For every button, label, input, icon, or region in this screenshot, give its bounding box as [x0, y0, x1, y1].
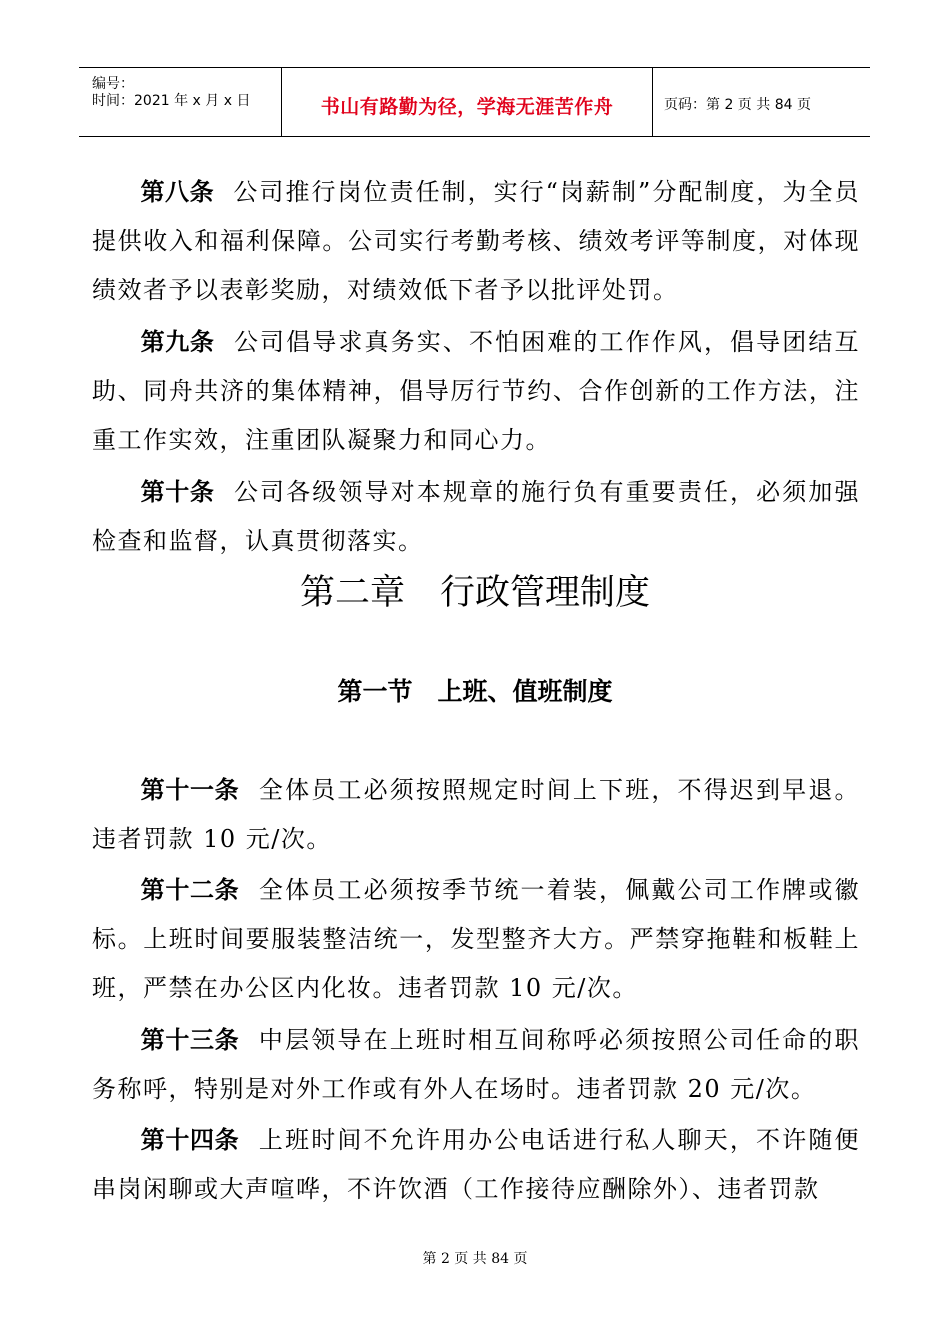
article-text: 全体员工必须按季节统一着装，佩戴公司工作牌或徽标。上班时间要服装整洁统一，发型整齐大方。严禁穿拖鞋和板鞋上班，严禁在办公区内化妆。违者罚款 10 元/次。	[92, 876, 861, 1002]
article-9	[92, 318, 860, 465]
page-header	[79, 67, 870, 137]
header-motto-cell	[282, 68, 653, 136]
article-text: 全体员工必须按照规定时间上下班，不得迟到早退。违者罚款 10 元/次。	[92, 776, 861, 853]
article-11	[92, 766, 860, 864]
article-12	[92, 866, 860, 1013]
header-meta-cell	[79, 68, 282, 136]
article-text: 中层领导在上班时相互间称呼必须按照公司任命的职务称呼，特别是对外工作或有外人在场时。违者罚款 20 元/次。	[92, 1026, 861, 1103]
section-title: 第一节 上班、值班制度	[337, 677, 613, 706]
article-8	[92, 168, 860, 315]
article-13	[92, 1016, 860, 1114]
article-text: 公司各级领导对本规章的施行负有重要责任，必须加强检查和监督，认真贯彻落实。	[92, 478, 861, 555]
header-page-info: 页码：第 2 页 共 84 页	[664, 97, 811, 113]
article-label: 第十三条	[140, 1026, 240, 1054]
article-label: 第十二条	[140, 876, 240, 904]
document-number-label: 编号：	[92, 76, 134, 92]
article-14	[92, 1116, 860, 1214]
article-label: 第八条	[140, 178, 215, 206]
document-date-label: 时间：2021 年 x 月 x 日	[92, 93, 251, 109]
chapter-title: 第二章 行政管理制度	[299, 573, 650, 613]
article-text: 公司推行岗位责任制，实行“岗薪制”分配制度，为全员提供收入和福利保障。公司实行考勤考核、绩效考评等制度，对体现绩效者予以表彰奖励，对绩效低下者予以批评处罚。	[92, 178, 860, 304]
article-label: 第十条	[140, 478, 215, 506]
header-page-cell	[653, 68, 870, 136]
article-label: 第十四条	[140, 1126, 240, 1154]
article-label: 第十一条	[140, 776, 240, 804]
article-text: 上班时间不允许用办公电话进行私人聊天，不许随便串岗闲聊或大声喧哗，不许饮酒（工作接待应酬除外）、违者罚款	[92, 1126, 861, 1203]
article-text: 公司倡导求真务实、不怕困难的工作作风，倡导团结互助、同舟共济的集体精神，倡导厉行节约、合作创新的工作方法，注重工作实效，注重团队凝聚力和同心力。	[92, 328, 861, 454]
article-10	[92, 468, 860, 566]
page-footer: 第 2 页 共 84 页	[422, 1251, 528, 1267]
article-label: 第九条	[140, 328, 215, 356]
header-motto: 书山有路勤为径，学海无涯苦作舟	[320, 96, 614, 118]
